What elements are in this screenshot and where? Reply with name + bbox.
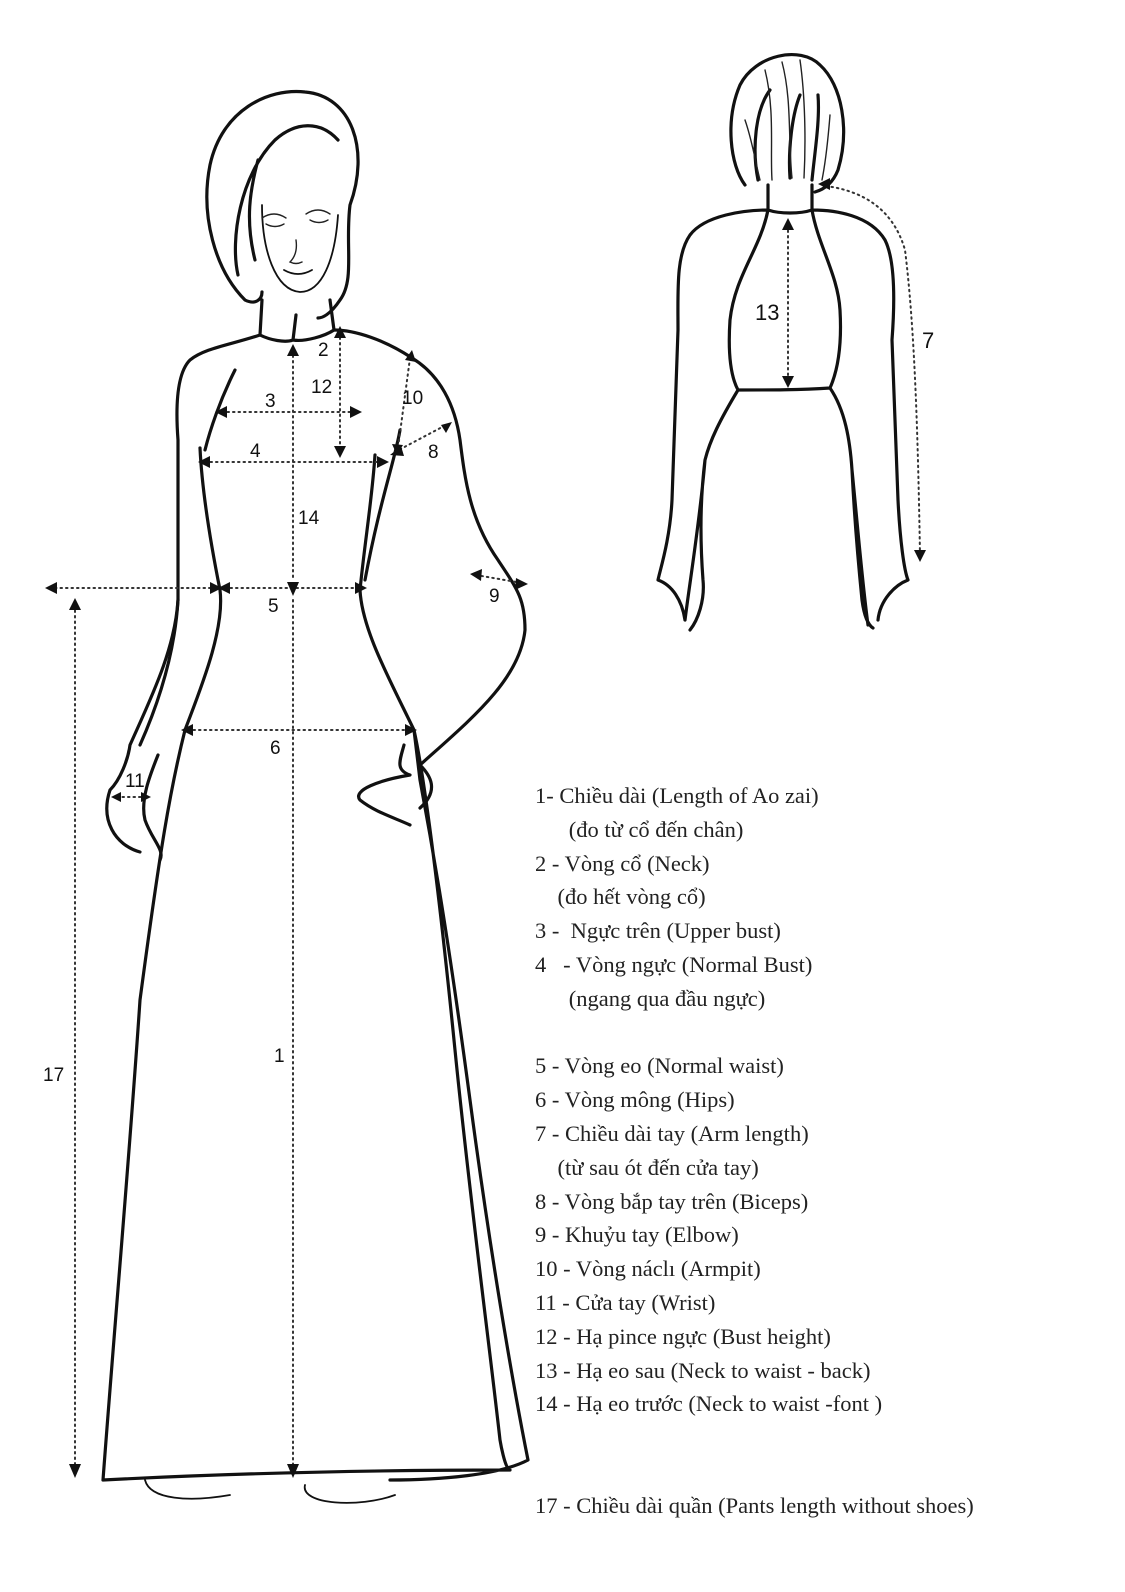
legend-line: 2 - Vòng cổ (Neck) — [535, 850, 710, 876]
front-body — [103, 330, 528, 1480]
label-6: 6 — [270, 738, 281, 759]
legend-line: 3 - Ngực trên (Upper bust) — [535, 918, 781, 944]
legend-line: (ngang qua đầu ngực) — [535, 985, 766, 1011]
label-14: 14 — [298, 508, 320, 529]
legend-line: 9 - Khuỷu tay (Elbow) — [535, 1222, 739, 1248]
measure-line-9 — [476, 575, 522, 583]
legend-line: 6 - Vòng mông (Hips) — [535, 1087, 735, 1113]
label-1: 1 — [274, 1046, 285, 1067]
label-10: 10 — [402, 388, 424, 409]
label-8: 8 — [428, 442, 439, 463]
legend-line: (từ sau ót đến cửa tay) — [535, 1154, 759, 1180]
label-2: 2 — [318, 340, 329, 361]
legend-line: (đo hết vòng cổ) — [535, 884, 706, 910]
legend-line: 4 - Vòng ngực (Normal Bust) — [535, 951, 813, 977]
back-figure — [658, 55, 934, 630]
label-13: 13 — [755, 300, 780, 325]
front-feet — [145, 1480, 395, 1503]
back-collar — [768, 185, 812, 213]
legend-line: 14 - Hạ eo trước (Neck to waist -font ) — [535, 1391, 883, 1417]
legend-line: 12 - Hạ pince ngực (Bust height) — [535, 1323, 831, 1349]
legend-line: 1- Chiều dài (Length of Ao zai) — [535, 783, 819, 808]
legend-line: 10 - Vòng náclı (Armpit) — [535, 1256, 761, 1282]
legend-line: 17 - Chiều dài quần (Pants length without shoes) — [535, 1492, 974, 1518]
measurement-legend — [535, 779, 1115, 1523]
legend-line: 11 - Cửa tay (Wrist) — [535, 1289, 716, 1315]
label-5: 5 — [268, 596, 279, 617]
front-nose — [290, 240, 302, 264]
legend-line: 7 - Chiều dài tay (Arm length) — [535, 1120, 809, 1146]
label-12: 12 — [311, 377, 333, 398]
front-face — [262, 205, 338, 292]
legend-line: 5 - Vòng eo (Normal waist) — [535, 1053, 784, 1079]
legend-spacer — [535, 1421, 1115, 1455]
front-figure — [43, 92, 528, 1503]
legend-spacer — [535, 1016, 1115, 1050]
front-eyes — [262, 210, 330, 227]
label-11: 11 — [125, 771, 145, 792]
measure-line-7 — [826, 186, 920, 555]
legend-spacer — [535, 1455, 1115, 1489]
legend-line: 8 - Vòng bắp tay trên (Biceps) — [535, 1188, 809, 1214]
back-body — [658, 210, 908, 630]
label-3: 3 — [265, 391, 276, 412]
back-hair — [731, 55, 844, 192]
front-mouth — [284, 270, 312, 274]
legend-line: (đo từ cổ đến chân) — [535, 816, 744, 842]
label-7: 7 — [922, 328, 935, 353]
label-9: 9 — [489, 586, 500, 607]
label-4: 4 — [250, 441, 261, 462]
front-collar — [260, 300, 334, 341]
label-17: 17 — [43, 1065, 65, 1086]
legend-line: 13 - Hạ eo sau (Neck to waist - back) — [535, 1357, 871, 1383]
